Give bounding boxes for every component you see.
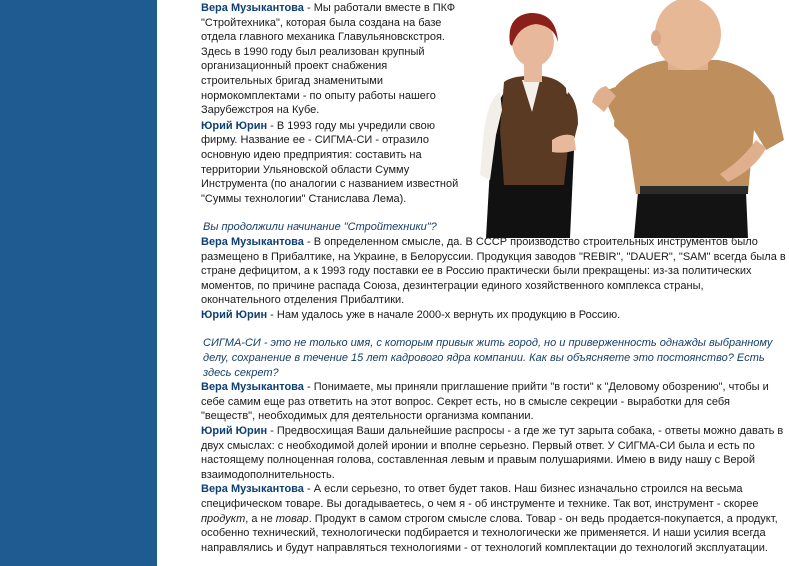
answer-3-vera (201, 482, 786, 555)
answer-2-vera (201, 380, 786, 424)
paragraph-text: . Продукт в самом строгом смысле слова. Товар - он ведь продается-покупается, а продукт, особенно технический, технологически подбирается и технологически же применяется. И наши усилия всегда направлялись и будут направляться технологиями - от технологий комплектации до технологий эксплуатации. (201, 512, 778, 554)
paragraph-text: - В определенном смысле, да. В СССР производство строительных инструментов было размещено в Прибалтике, на Украине, в Белоруссии. Продукция заводов "REBIR", "DAUER", "SAM" всегда была в стране дефицитом, а к 1993 году поставки ее в Россию практически были прекращены: из-за политических моментов, по причине распада Союза, дезинтеграции единого хозяйственного комплекса страны, окончательного отделения Прибалтики. (201, 235, 786, 307)
question-1: Вы продолжили начинание "Стройтехники"? (203, 221, 437, 234)
intro-paragraph-yuri (201, 118, 461, 207)
speaker-name: Вера Музыкантова (201, 2, 304, 14)
speaker-name: Вера Музыкантова (201, 381, 304, 394)
spacer (201, 206, 786, 220)
paragraph-text: - А если серьезно, то ответ будет таков. Наш бизнес изначально строился на весьма специфическом товаре. Вы догадываетесь, о чем я - об инструменте и технике. Так вот, инструмент - скорее (201, 483, 759, 510)
paragraph-text: - Нам удалось уже в начале 2000-х вернуть их продукцию в Россию. (267, 308, 621, 321)
paragraph-text: - Понимаете, мы приняли приглашение прийти "в гости" к "Деловому обозрению", чтобы и себе самим еще раз ответить на этот вопрос. Секрет есть, но в смысле секреции - выработки для себя "веществ", необходимых для деятельности организма компании. (201, 381, 769, 423)
answer-2-yuri (201, 424, 786, 482)
answer-1-vera (201, 235, 786, 308)
paragraph-text: - Мы работали вместе в ПКФ "Стройтехника", которая была создана на базе отдела главного механика Главульяновскстроя. Здесь в 1990 году был реализован крупный организационный проект снабжения строительных бригад знаменитыми нормокомплектами - по опыту работы нашего Зарубежстроя на Кубе. (201, 2, 456, 117)
speaker-name: Вера Музыкантова (201, 483, 304, 496)
paragraph-text: - Предвосхищая Ваши дальнейшие распросы - а где же тут зарыта собака, - ответы можно давать в двух смыслах: с необходимой долей иронии и вполне серьезно. Первый ответ. У СИГМА-СИ была и есть по настоящему полноценная голова, составленная левым и правым полушариями. Имею в виду нашу с Верой взаимодополнительность. (201, 425, 784, 481)
speaker-name: Вера Музыкантова (201, 235, 304, 248)
spacer (201, 322, 786, 336)
speaker-name: Юрий Юрин (201, 308, 268, 321)
article-content (201, 0, 786, 555)
emphasis-product: продукт (201, 512, 246, 525)
speaker-name: Юрий Юрин (201, 119, 268, 132)
answer-1-yuri (201, 308, 786, 323)
speaker-name: Юрий Юрин (201, 425, 268, 438)
paragraph-text: - В 1993 году мы учредили свою фирму. Название ее - СИГМА-СИ - отразило основную идею предприятия: составить на территории Ульяновской области Сумму Инструмента (по аналогии с названием известной "Суммы технологии" Станислава Лема). (201, 119, 459, 205)
intro-paragraph-vera (201, 0, 461, 118)
left-blue-panel (0, 0, 157, 566)
paragraph-text: , а не (245, 512, 276, 525)
emphasis-goods: товар (275, 512, 309, 525)
question-2: СИГМА-СИ - это не только имя, с которым привык жить город, но и приверженность однажды выбранному делу, сохранение в течение 15 лет кадрового ядра компании. Как вы объясняете это постоянство? Есть здесь секрет? (203, 337, 773, 379)
